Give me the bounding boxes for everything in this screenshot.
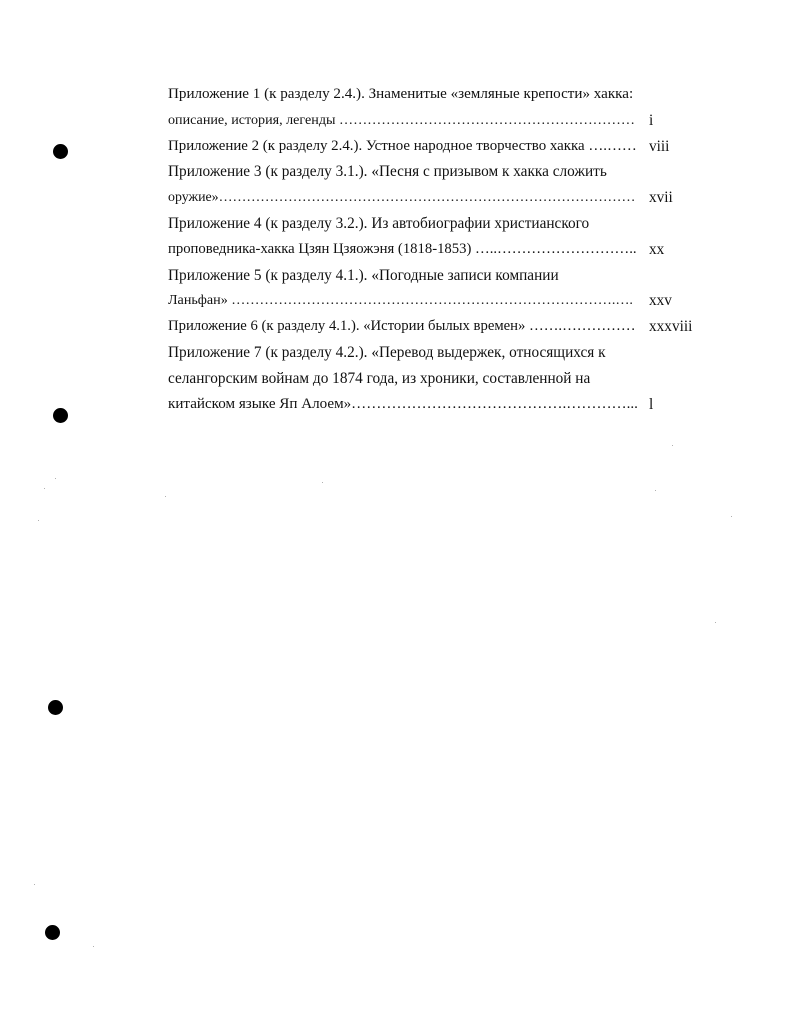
toc-entry-text: Приложение 5 (к разделу 4.1.). «Погодные записи компании (168, 266, 559, 284)
toc-line (168, 134, 708, 160)
toc-page-number: xxxviii (649, 318, 693, 336)
scan-speck (38, 520, 39, 521)
scan-speck (93, 946, 94, 947)
toc-page-number: viii (649, 137, 670, 155)
toc-line (168, 288, 708, 314)
toc-entry-text: Приложение 3 (к разделу 3.1.). «Песня с призывом к хакка сложить (168, 163, 607, 181)
punch-hole (53, 408, 68, 423)
toc-entry-text: Приложение 4 (к разделу 3.2.). Из автобиографии христианского (168, 214, 590, 232)
scan-speck (715, 622, 716, 623)
toc-entry-text: Приложение 7 (к разделу 4.2.). «Перевод выдержек, относящихся к (168, 343, 606, 361)
toc-line (168, 211, 708, 237)
toc-line (168, 82, 708, 108)
scan-speck (34, 884, 35, 885)
toc-page-number: l (649, 395, 654, 413)
toc-entry-text: китайском языке Яп Алоем»…………………………………….…………... (168, 395, 638, 412)
punch-hole (53, 144, 68, 159)
toc-page-number: xx (649, 240, 665, 258)
scan-speck (672, 445, 673, 446)
toc-line (168, 108, 708, 134)
toc-entry-text: Приложение 6 (к разделу 4.1.). «Истории былых времен» …….…………… (168, 318, 636, 335)
toc-entry-text: описание, история, легенды ……………………………………………………… (168, 111, 635, 128)
toc-entry-text: Приложение 1 (к разделу 2.4.). Знаменитые «земляные крепости» хакка: (168, 86, 634, 102)
toc-page-number: xxv (649, 292, 672, 310)
table-of-contents (168, 82, 708, 417)
toc-line (168, 340, 708, 366)
punch-hole (48, 700, 63, 715)
toc-line (168, 314, 708, 340)
scan-speck (322, 482, 323, 483)
toc-page-number: xvii (649, 189, 673, 207)
toc-entry-text: оружие»……………………………………………………………………………… (168, 190, 636, 206)
toc-line (168, 263, 708, 289)
scan-speck (655, 490, 656, 491)
toc-line (168, 159, 708, 185)
toc-entry-text: Ланьфан» ……………………………………………………………………….…. (168, 292, 633, 309)
toc-entry-text: селангорским войнам до 1874 года, из хроники, составленной на (168, 369, 591, 387)
toc-line (168, 185, 708, 211)
toc-page-number: i (649, 111, 654, 129)
toc-line (168, 392, 708, 418)
scan-speck (55, 478, 56, 479)
punch-hole (45, 925, 60, 940)
scan-speck (165, 496, 166, 497)
toc-line (168, 366, 708, 392)
scan-speck (44, 488, 45, 489)
scan-speck (731, 516, 732, 517)
toc-entry-text: Приложение 2 (к разделу 2.4.). Устное народное творчество хакка ….…… (168, 137, 637, 154)
toc-line (168, 237, 708, 263)
toc-entry-text: проповедника-хакка Цзян Цзяожэня (1818-1853) …..……………………….. (168, 240, 637, 257)
